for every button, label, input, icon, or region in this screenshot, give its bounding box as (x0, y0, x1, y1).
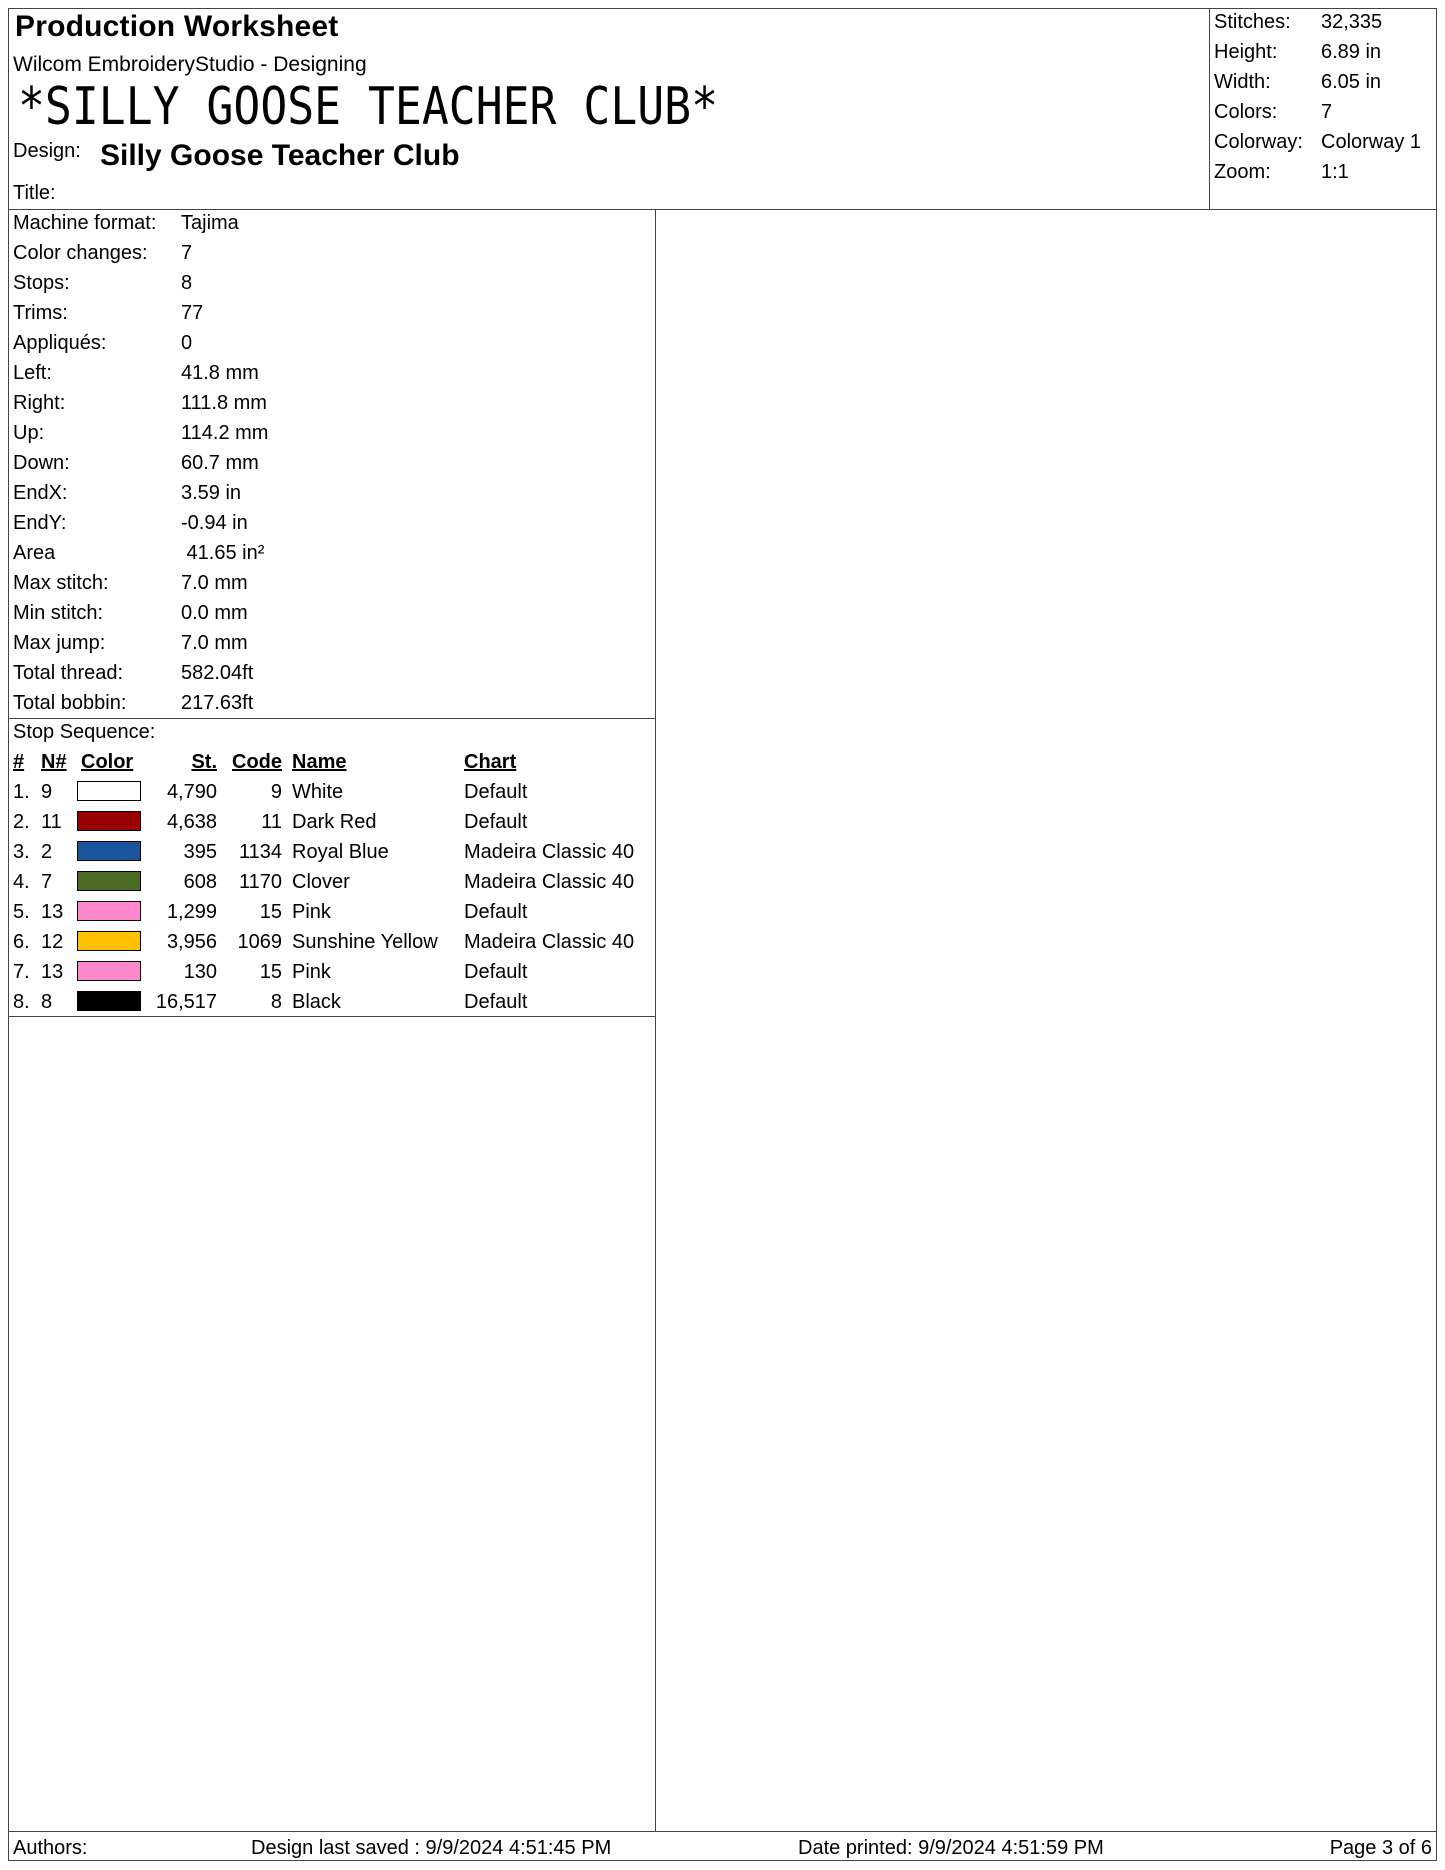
row-chart: Madeira Classic 40 (464, 931, 635, 953)
row-needle: 12 (41, 931, 64, 953)
row-num: 8. (13, 991, 30, 1013)
detail-value: Tajima (181, 212, 239, 234)
summary-value: Colorway 1 (1321, 131, 1422, 153)
detail-label: Color changes: (13, 242, 148, 264)
row-needle: 2 (41, 841, 53, 863)
row-num: 4. (13, 871, 30, 893)
column-header-stitches: St. (191, 751, 217, 773)
footer-page-number: Page 3 of 6 (1329, 1837, 1432, 1859)
color-swatch (77, 961, 141, 981)
row-chart: Default (464, 781, 528, 803)
design-banner: *SILLY GOOSE TEACHER CLUB* (18, 77, 719, 137)
software-name: Wilcom EmbroideryStudio - Designing (13, 53, 367, 76)
row-needle: 9 (41, 781, 53, 803)
detail-value: 3.59 in (181, 482, 242, 504)
title-label: Title: (13, 182, 56, 204)
detail-value: -0.94 in (181, 512, 248, 534)
color-swatch (77, 811, 141, 831)
design-name: Silly Goose Teacher Club (100, 139, 460, 172)
footer-last-saved: Design last saved : 9/9/2024 4:51:45 PM (251, 1837, 612, 1859)
column-header-needle: N# (41, 751, 67, 773)
detail-value: 41.65 in² (181, 542, 265, 564)
row-code: 15 (259, 901, 282, 923)
row-name: Pink (292, 901, 331, 923)
row-chart: Madeira Classic 40 (464, 841, 635, 863)
summary-label: Width: (1214, 71, 1271, 93)
row-num: 3. (13, 841, 30, 863)
detail-label: EndX: (13, 482, 68, 504)
row-code: 1134 (238, 841, 282, 863)
row-stitches: 608 (183, 871, 217, 893)
summary-label: Zoom: (1214, 161, 1271, 183)
row-num: 5. (13, 901, 30, 923)
row-stitches: 16,517 (155, 991, 217, 1013)
detail-value: 7.0 mm (181, 632, 248, 654)
detail-value: 77 (181, 302, 204, 324)
column-divider (655, 209, 656, 1831)
detail-value: 111.8 mm (181, 392, 267, 414)
detail-label: Machine format: (13, 212, 157, 234)
design-label: Design: (13, 140, 81, 162)
detail-value: 0 (181, 332, 193, 354)
row-name: Pink (292, 961, 331, 983)
row-needle: 7 (41, 871, 53, 893)
row-stitches: 4,790 (166, 781, 217, 803)
row-needle: 8 (41, 991, 53, 1013)
color-swatch (77, 871, 141, 891)
detail-label: Min stitch: (13, 602, 104, 624)
row-chart: Default (464, 901, 528, 923)
row-code: 1170 (238, 871, 282, 893)
detail-label: Appliqués: (13, 332, 107, 354)
row-code: 8 (270, 991, 282, 1013)
detail-value: 114.2 mm (181, 422, 269, 444)
column-header-color: Color (81, 751, 134, 773)
color-swatch (77, 991, 141, 1011)
footer-date-printed: Date printed: 9/9/2024 4:51:59 PM (798, 1837, 1104, 1859)
detail-label: Stops: (13, 272, 70, 294)
row-name: Dark Red (292, 811, 377, 833)
detail-value: 41.8 mm (181, 362, 259, 384)
summary-value: 1:1 (1321, 161, 1349, 183)
row-code: 1069 (237, 931, 282, 953)
summary-label: Stitches: (1214, 11, 1291, 33)
detail-label: Total bobbin: (13, 692, 127, 714)
row-name: Sunshine Yellow (292, 931, 438, 953)
row-num: 6. (13, 931, 30, 953)
row-stitches: 395 (183, 841, 217, 863)
column-header-num: # (13, 751, 25, 773)
row-needle: 13 (41, 961, 64, 983)
detail-label: Right: (13, 392, 66, 414)
color-swatch (77, 841, 141, 861)
row-code: 15 (259, 961, 282, 983)
row-chart: Default (464, 811, 528, 833)
stop-sequence-divider (8, 1016, 655, 1017)
footer-authors: Authors: (13, 1837, 88, 1859)
row-stitches: 1,299 (166, 901, 217, 923)
row-num: 7. (13, 961, 30, 983)
color-swatch (77, 781, 141, 801)
row-stitches: 3,956 (166, 931, 217, 953)
row-num: 2. (13, 811, 30, 833)
row-needle: 13 (41, 901, 64, 923)
row-chart: Default (464, 991, 528, 1013)
detail-label: Up: (13, 422, 45, 444)
row-stitches: 130 (183, 961, 217, 983)
detail-label: Trims: (13, 302, 68, 324)
detail-value: 8 (181, 272, 193, 294)
row-code: 9 (270, 781, 282, 803)
page-title: Production Worksheet (15, 10, 339, 43)
summary-label: Colors: (1214, 101, 1278, 123)
detail-label: EndY: (13, 512, 67, 534)
summary-value: 6.05 in (1321, 71, 1382, 93)
column-header-chart: Chart (464, 751, 517, 773)
summary-value: 6.89 in (1321, 41, 1382, 63)
detail-value: 582.04ft (181, 662, 254, 684)
row-needle: 11 (41, 811, 62, 833)
summary-value: 7 (1321, 101, 1333, 123)
detail-value: 7 (181, 242, 193, 264)
detail-value: 7.0 mm (181, 572, 248, 594)
detail-label: Total thread: (13, 662, 124, 684)
row-name: Black (292, 991, 341, 1013)
detail-label: Max jump: (13, 632, 106, 654)
footer-divider (8, 1831, 1437, 1832)
summary-label: Colorway: (1214, 131, 1303, 153)
row-code: 11 (261, 811, 282, 833)
detail-value: 0.0 mm (181, 602, 248, 624)
header-divider (8, 209, 1437, 210)
column-header-name: Name (292, 751, 347, 773)
summary-label: Height: (1214, 41, 1278, 63)
detail-label: Max stitch: (13, 572, 109, 594)
detail-label: Area (13, 542, 56, 564)
stop-sequence-label: Stop Sequence: (13, 721, 156, 743)
color-swatch (77, 901, 141, 921)
detail-label: Left: (13, 362, 52, 384)
row-name: Clover (292, 871, 350, 893)
row-chart: Madeira Classic 40 (464, 871, 635, 893)
detail-value: 60.7 mm (181, 452, 259, 474)
summary-value: 32,335 (1321, 11, 1383, 33)
detail-value: 217.63ft (181, 692, 254, 714)
summary-divider (1209, 8, 1210, 209)
row-name: Royal Blue (292, 841, 389, 863)
row-stitches: 4,638 (166, 811, 217, 833)
details-divider (8, 718, 655, 719)
color-swatch (77, 931, 141, 951)
row-num: 1. (13, 781, 30, 803)
column-header-code: Code (232, 751, 282, 773)
row-name: White (292, 781, 344, 803)
detail-label: Down: (13, 452, 70, 474)
row-chart: Default (464, 961, 528, 983)
